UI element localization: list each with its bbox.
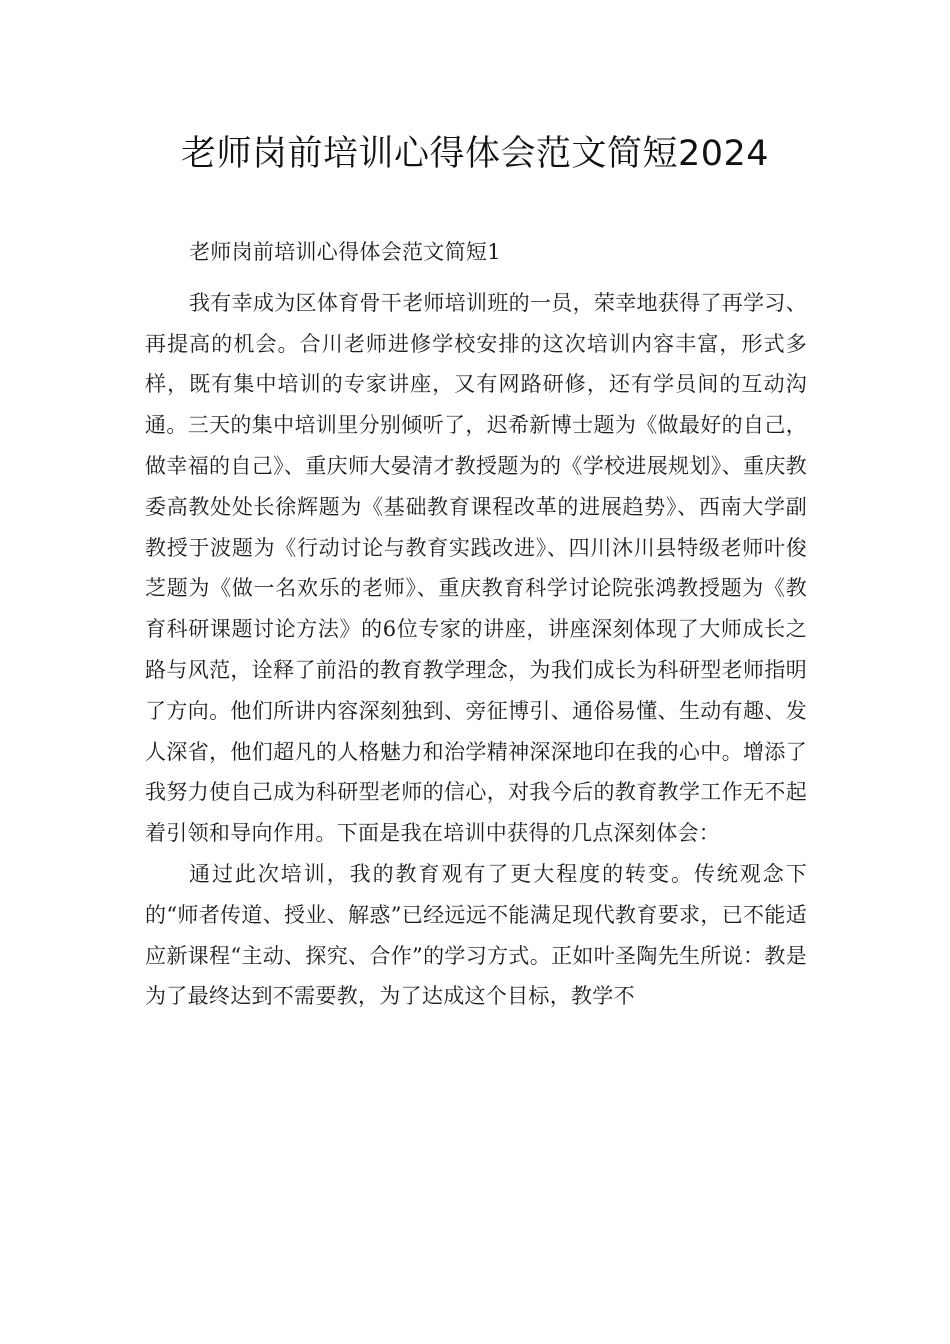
document-title: 老师岗前培训心得体会范文简短2024 [180, 134, 770, 174]
paragraph-2: 通过此次培训，我的教育观有了更大程度的转变。传统观念下的“师者传道、授业、解惑”已经远远不能满足现代教育要求，已不能适应新课程“主动、探究、合作”的学习方式。正如叶圣陶先生所说：教是为了最终达到不需要教，为了达成这个目标，教学不 [145, 861, 807, 1009]
paragraph-1: 我有幸成为区体育骨干老师培训班的一员，荣幸地获得了再学习、再提高的机会。合川老师进修学校安排的这次培训内容丰富，形式多样，既有集中培训的专家讲座，又有网路研修，还有学员间的互动沟通。三天的集中培训里分别倾听了，迟希新博士题为《做最好的自己，做幸福的自己》、重庆师大晏清才教授题为的《学校进展规划》、重庆教委高教处处长徐辉题为《基础教育课程改革的进展趋势》、西南大学副教授于波题为《行动讨论与教育实践改进》、四川沐川县特级老师叶俊芝题为《做一名欢乐的老师》、重庆教育科学讨论院张鸿教授题为《教育科研课题讨论方法》的6位专家的讲座，讲座深刻体现了大师成长之路与风范，诠释了前沿的教育教学理念，为我们成长为科研型老师指明了方向。他们所讲内容深刻独到、旁征博引、通俗易懂、生动有趣、发人深省，他们超凡的人格魅力和治学精神深深地印在我的心中。增添了我努力使自己成为科研型老师的信心，对我今后的教育教学工作无不起着引领和导向作用。下面是我在培训中获得的几点深刻体会： [145, 290, 807, 846]
section-heading: 老师岗前培训心得体会范文简短1 [189, 240, 501, 264]
document-body [145, 232, 807, 1017]
